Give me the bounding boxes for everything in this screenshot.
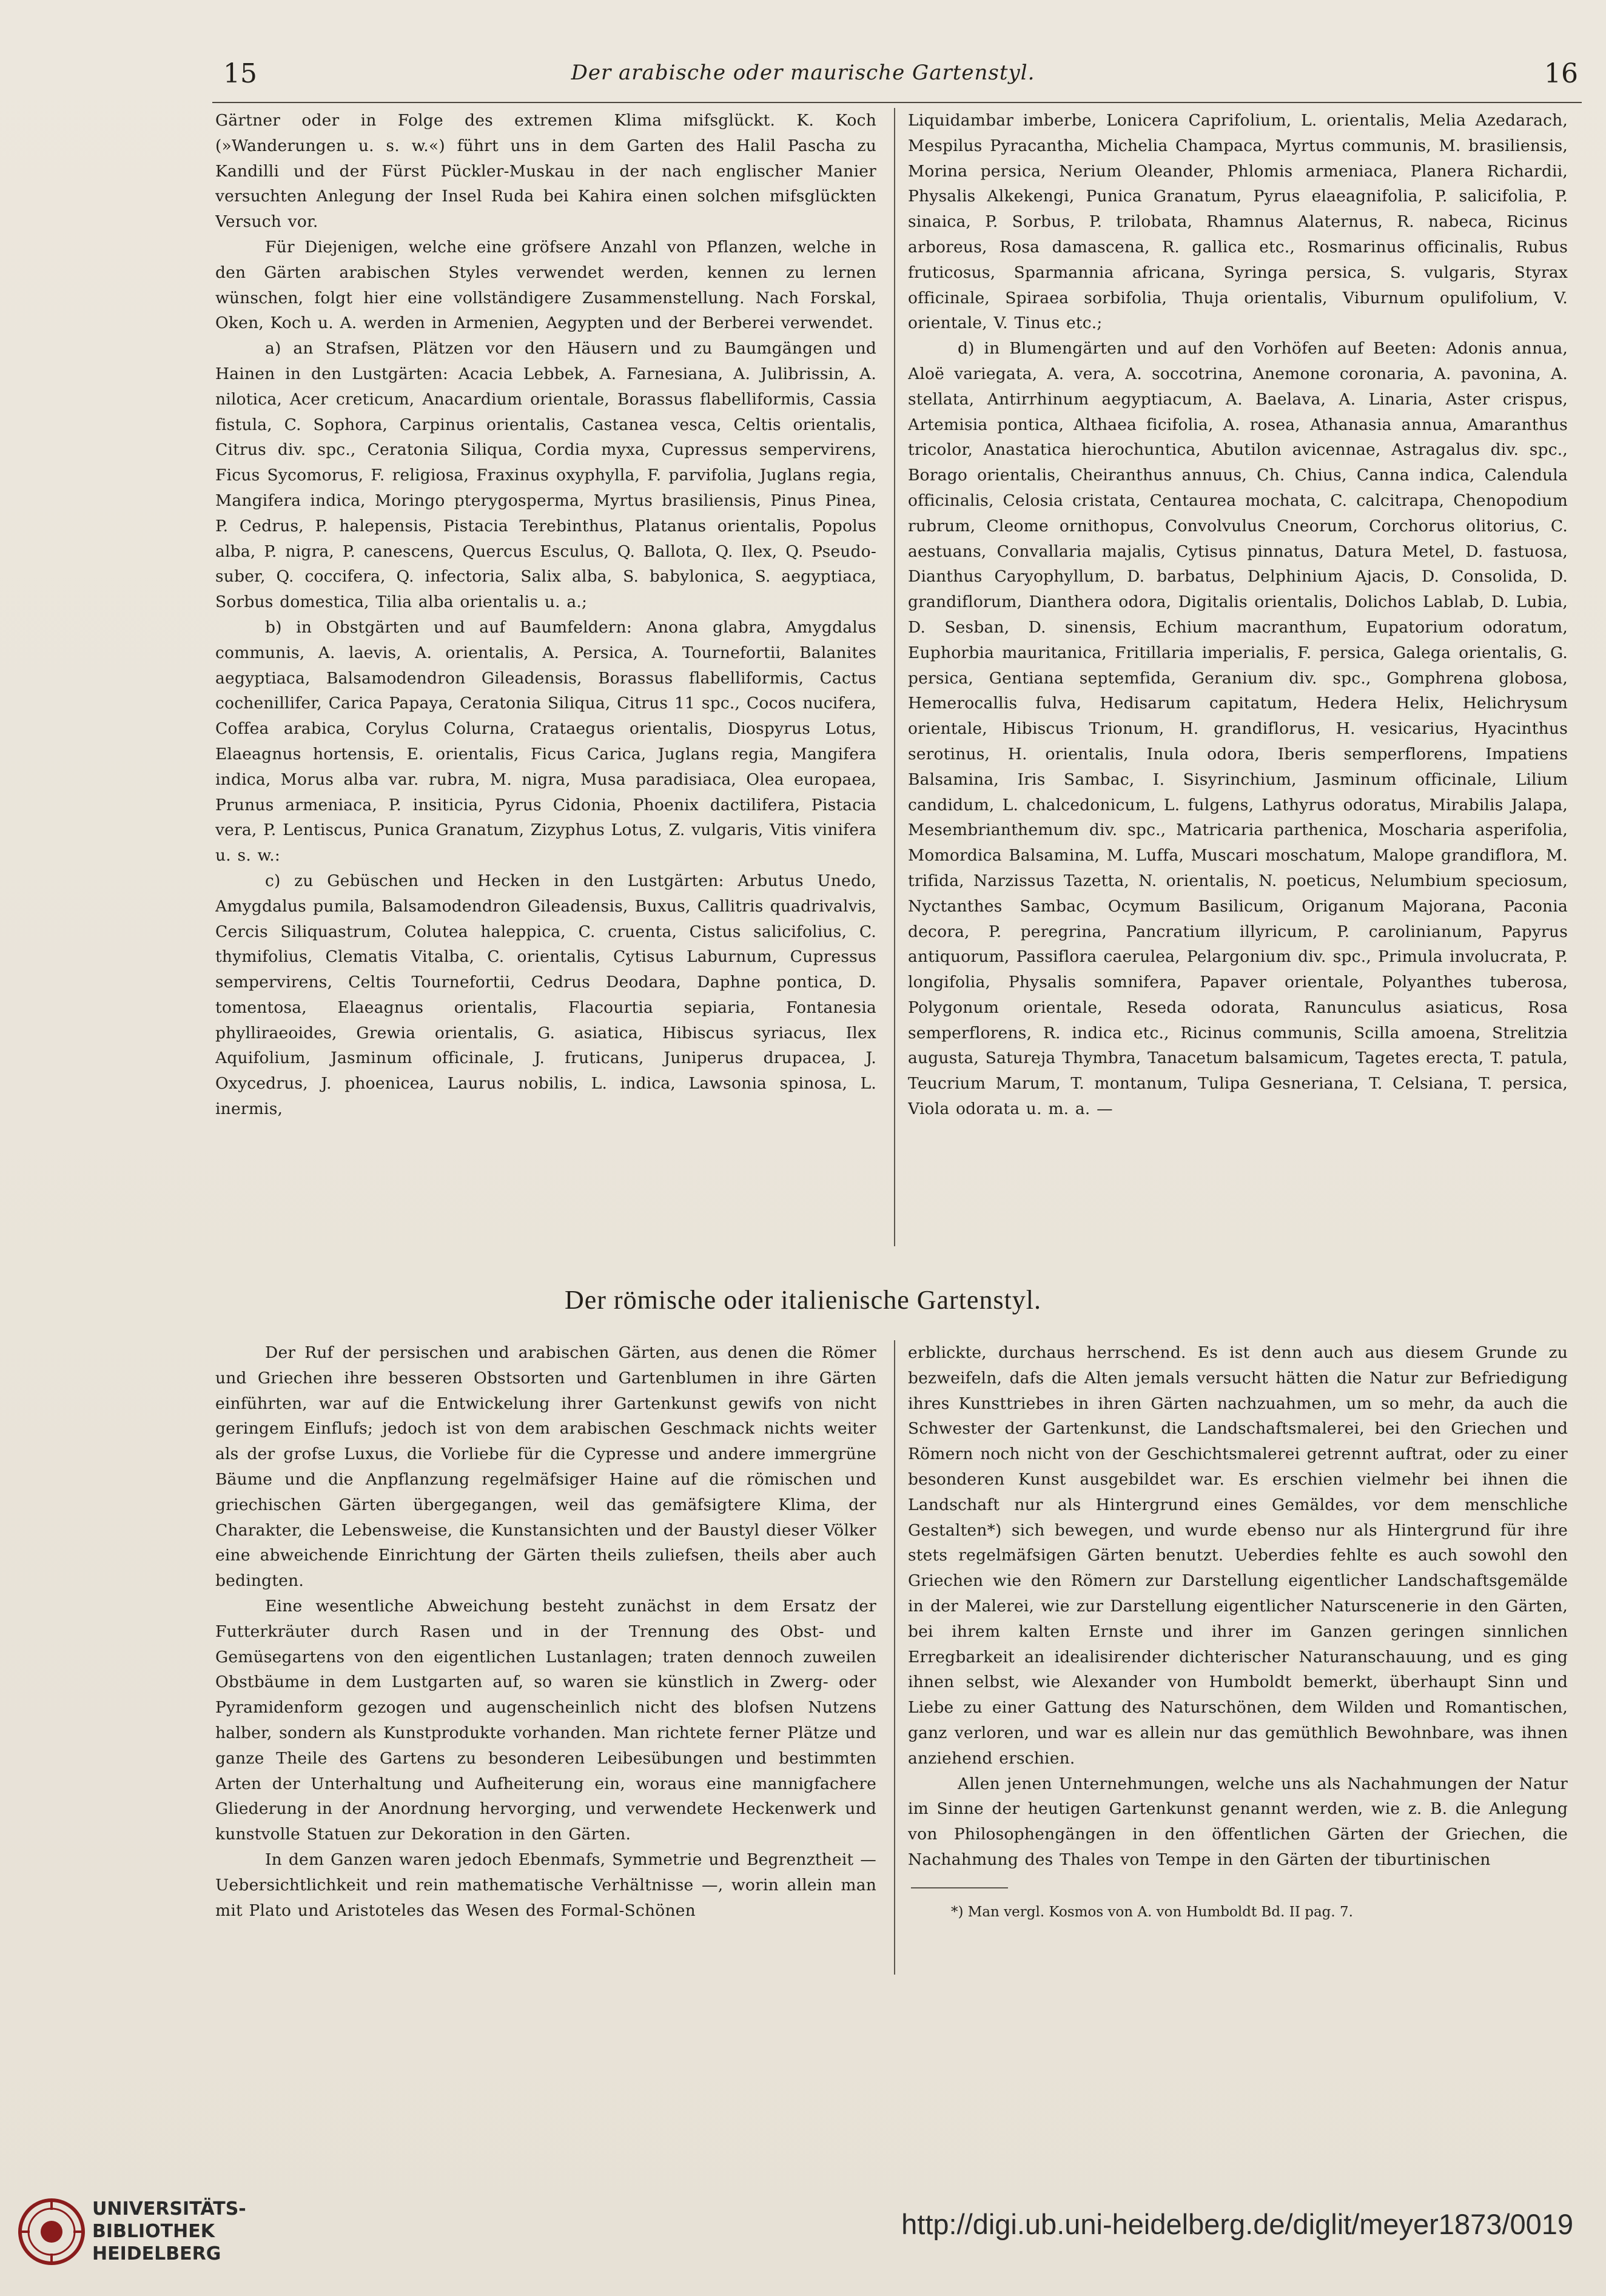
bottom-left-column [215,1340,876,1975]
paragraph: d) in Blumengärten und auf den Vorhöfen auf Beeten: Adonis annua, Aloë variegata, A. vera, A. soccotrina, Anemone coronaria, A. pavonina, A. stellata, Antirrhinum aegyptiacum, A. Baelava, A. Linaria, Aster crispus, Artemisia pontica, Althaea ficifolia, A. rosea, Athanasia annua, Amaranthus tricolor, Anastatica hierochuntica, Abutilon avicennae, Astragalus div. spc., Borago orientalis, Cheiranthus annuus, Ch. Chius, Canna indica, Calendula officinalis, Celosia cristata, Centaurea mochata, C. calcitrapa, Chenopodium rubrum, Cleome ornithopus, Convolvulus Cneorum, Corchorus olitorius, C. aestuans, Convallaria majalis, Cytisus pinnatus, Datura Metel, D. fastuosa, Dianthus Caryophyllum, D. barbatus, Delphinium Ajacis, D. Consolida, D. grandiflorum, Dianthera odora, Digitalis orientalis, Dolichos Lablab, D. Lubia, D. Sesban, D. sinensis, Echium macranthum, Eupatorium odoratum, Euphorbia mauritanica, Fritillaria imperialis, F. persica, Galega orientalis, G. persica, Gentiana septemfida, Geranium div. spc., Gomphrena globosa, Hemerocallis fulva, Hedisarum capitatum, Hedera Helix, Helichrysum orientale, Hibiscus Trionum, H. grandiflorus, H. vesicarius, Hyacinthus serotinus, H. orientalis, Inula odora, Iberis semperflorens, Impatiens Balsamina, Iris Sambac, I. Sisyrinchium, Jasminum officinale, Lilium candidum, L. chalcedonicum, L. fulgens, Lathyrus odoratus, Mirabilis Jalapa, Mesembrianthemum div. spc., Matricaria parthenica, Moscharia asperifolia, Momordica Balsamina, M. Luffa, Muscari moschatum, Malope grandiflora, M. trifida, Narzissus Tazetta, N. orientalis, N. poeticus, Nelumbium speciosum, Nyctanthes Sambac, Ocymum Basilicum, Origanum Majorana, Paconia decora, P. peregrina, Pancratium illyricum, P. carolinianum, Papyrus antiquorum, Passiflora caerulea, Pelargonium div. spc., Primula involucrata, P. longifolia, Physalis somnifera, Papaver orientale, Polyanthes tuberosa, Polygonum orientale, Reseda odorata, Ranunculus asiaticus, Rosa semperflorens, R. indica etc., Ricinus communis, Scilla amoena, Strelitzia augusta, Satureja Thymbra, Tanacetum balsamicum, Tagetes erecta, T. patula, Teucrium Marum, T. montanum, Tulipa Gesneriana, T. Celsiana, T. persica, Viola odorata u. m. a. — [908,339,1568,1119]
library-line: HEIDELBERG [92,2243,221,2264]
paragraph: c) zu Gebüschen und Hecken in den Lustgärten: Arbutus Unedo, Amygdalus pumila, Balsamodendron Gileadensis, Buxus, Callitris quadrivalvis, Cercis Siliquastrum, Colutea haleppica, C. cruenta, Cistus salicifolius, C. thymifolius, Clematis Vitalba, C. orientalis, Cytisus Laburnum, Cupressus sempervirens, Celtis Tournefortii, Cedrus Deodara, Daphne pontica, D. tomentosa, Elaeagnus orientalis, Flacourtia sepiaria, Fontanesia phylliraeoides, Grewia orientalis, G. asiatica, Hibiscus syriacus, Ilex Aquifolium, Jasminum officinale, J. fruticans, Juniperus drupacea, J. Oxycedrus, J. phoenicea, Laurus nobilis, L. indica, Lawsonia spinosa, L. inermis, [215,871,876,1119]
library-name [92,2198,246,2265]
university-seal-icon [17,2197,86,2266]
library-line: BIBLIOTHEK [92,2221,215,2242]
paragraph: Für Diejenigen, welche eine gröfsere Anzahl von Pflanzen, welche in den Gärten arabischen Styles verwendet werden, kennen zu lernen wünschen, folgt hier eine vollständigere Zusammenstellung. Nach Forskal, Oken, Koch u. A. werden in Armenien, Aegypten und der Berberei verwendet. [215,237,876,333]
paragraph: In dem Ganzen waren jedoch Ebenmafs, Symmetrie und Begrenztheit — Uebersichtlichkeit und rein mathematische Verhältnisse —, worin allein man mit Plato und Aristoteles das Wesen des Formal-Schönen [215,1850,876,1920]
paragraph: a) an Strafsen, Plätzen vor den Häusern und zu Baumgängen und Hainen in den Lustgärten: Acacia Lebbek, A. Farnesiana, A. Julibrissin, A. nilotica, Acer creticum, Anacardium orientale, Borassus flabelliformis, Cassia fistula, C. Sophora, Carpinus orientalis, Castanea vesca, Celtis orientalis, Citrus div. spc., Ceratonia Siliqua, Cordia myxa, Cupressus sempervirens, Ficus Sycomorus, F. religiosa, Fraxinus oxyphylla, F. parvifolia, Juglans regia, Mangifera indica, Moringo pterygosperma, Myrtus brasiliensis, Pinus Pinea, P. Cedrus, P. halepensis, Pistacia Terebinthus, Platanus orientalis, Popolus alba, P. nigra, P. canescens, Quercus Esculus, Q. Ballota, Q. Ilex, Q. Pseudo-suber, Q. coccifera, Q. infectoria, Salix alba, S. babylonica, S. aegyptiaca, Sorbus domestica, Tilia alba orientalis u. a.; [215,339,876,612]
running-title: Der arabische oder maurische Gartenstyl. [571,61,1035,85]
page-header [0,58,1606,95]
paragraph: erblickte, durchaus herrschend. Es ist denn auch aus diesem Grunde zu bezweifeln, dafs die Alten jemals versucht hätten die Natur zur Befriedigung ihres Kunsttriebes in ihren Gärten nachzuahmen, um so mehr, da auch die Schwester der Gartenkunst, die Landschaftsmalerei, bei den Griechen und Römern noch nicht von der Geschichtsmalerei getrennt auftrat, oder zu einer besonderen Kunst ausgebildet war. Es erschien vielmehr bei ihnen die Landschaft nur als Hintergrund eines Gemäldes, vor dem menschliche Gestalten*) sich bewegen, und wurde ebenso nur als Hintergrund für ihre stets regelmäfsigen Gärten benutzt. Ueberdies fehlte es auch sowohl den Griechen wie den Römern zur Darstellung eigentlicher Landschaftsgemälde in der Malerei, wie zur Darstellung eigentlicher Naturscenerie in den Gärten, bei ihrem kalten Ernste und ihrer im Ganzen geringen sinnlichen Erregbarkeit an idealisirender dichterischer Naturanschauung, und es ging ihnen selbst, wie Alexander von Humboldt bemerkt, überhaupt Sinn und Liebe zu einer Gattung des Naturschönen, dem Wilden und Romantischen, ganz verloren, und war es allein nur das gemüthlich Bewohnbare, was ihnen anziehend erschien. [908,1343,1568,1768]
top-right-column [908,108,1568,1246]
paragraph: Der Ruf der persischen und arabischen Gärten, aus denen die Römer und Griechen ihre besseren Obstsorten und Gartenblumen in ihre Gärten einführten, war auf die Entwickelung ihrer Gartenkunst gewifs von nicht geringem Einflufs; jedoch ist von dem arabischen Geschmack nichts weiter als der grofse Luxus, die Vorliebe für die Cypresse und andere immergrüne Bäume und die Anpflanzung regelmäfsiger Haine auf die römischen und griechischen Gärten übergegangen, weil das gemäfsigtere Klima, der Charakter, die Lebensweise, die Kunstansichten und der Baustyl dieser Völker eine abweichende Einrichtung der Gärten theils zuliefsen, theils aber auch bedingten. [215,1343,876,1591]
header-rule [212,102,1582,103]
paragraph: Eine wesentliche Abweichung besteht zunächst in dem Ersatz der Futterkräuter durch Rasen und in der Trennung des Obst- und Gemüsegartens von den eigentlichen Lustanlagen; traten dennoch zuweilen Obstbäume in dem Lustgarten auf, so waren sie künstlich in Zwerg- oder Pyramidenform gezogen und augenscheinlich nicht des blofsen Nutzens halber, sondern als Kunstprodukte vorhanden. Man richtete ferner Plätze und ganze Theile des Gartens zu besonderen Leibesübungen und bestimmten Arten der Unterhaltung und Aufheiterung ein, woraus eine mannigfachere Gliederung in der Anordnung hervorging, und verwendete Heckenwerk und kunstvolle Statuen zur Dekoration in den Gärten. [215,1596,876,1844]
paragraph: b) in Obstgärten und auf Baumfeldern: Anona glabra, Amygdalus communis, A. laevis, A. orientalis, A. Persica, A. Tournefortii, Balanites aegyptiaca, Balsamodendron Gileadensis, Borassus flabelliformis, Cactus cochenillifer, Carica Papaya, Ceratonia Siliqua, Citrus 11 spc., Cocos nucifera, Coffea arabica, Corylus Colurna, Crataegus orientalis, Diospyrus Lotus, Elaeagnus hortensis, E. orientalis, Ficus Carica, Juglans regia, Mangifera indica, Morus alba var. rubra, M. nigra, Musa paradisiaca, Olea europaea, Prunus armeniaca, P. insiticia, Pyrus Cidonia, Phoenix dactilifera, Pistacia vera, P. Lentiscus, Punica Granatum, Zizyphus Lotus, Z. vulgaris, Vitis vinifera u. s. w.: [215,617,876,865]
section-title: Der römische oder italienische Gartenstyl. [564,1285,1042,1315]
bottom-right-column [908,1340,1568,1874]
page-number-left: 15 [223,58,257,89]
library-line: UNIVERSITÄTS- [92,2198,246,2220]
paragraph: Allen jenen Unternehmungen, welche uns als Nachahmungen der Natur im Sinne der heutigen Gartenkunst genannt werden, wie z. B. die Anlegung von Philosophengängen in den öffentlichen Gärten der Griechen, die Nachahmung des Thales von Tempe in den Gärten der tiburtinischen [908,1774,1568,1869]
footnote: *) Man vergl. Kosmos von A. von Humboldt Bd. II pag. 7. [951,1904,1353,1920]
source-url-link[interactable]: http://digi.ub.uni-heidelberg.de/diglit/meyer1873/0019 [901,2208,1573,2240]
top-left-column [215,108,876,1246]
column-rule-top [894,108,895,1246]
footnote-rule [911,1887,1008,1888]
column-rule-bottom [894,1340,895,1975]
paragraph: Gärtner oder in Folge des extremen Klima mifsglückt. K. Koch (»Wanderungen u. s. w.«) führt uns in dem Garten des Halil Pascha zu Kandilli und der Fürst Pückler-Muskau in der nach englischer Manier versuchten Anlegung der Insel Ruda bei Kahira einen solchen mifsglückten Versuch vor. [215,111,876,232]
page-number-right: 16 [1544,58,1578,89]
paragraph: Liquidambar imberbe, Lonicera Caprifolium, L. orientalis, Melia Azedarach, Mespilus Pyracantha, Michelia Champaca, Myrtus communis, M. brasiliensis, Morina persica, Nerium Oleander, Phlomis armeniaca, Planera Richardii, Physalis Alkekengi, Punica Granatum, Pyrus elaeagnifolia, P. salicifolia, P. sinaica, P. Sorbus, P. trilobata, Rhamnus Alaternus, R. nabeca, Ricinus arboreus, Rosa damascena, R. gallica etc., Rosmarinus officinalis, Rubus fruticosus, Sparmannia africana, Syringa persica, S. vulgaris, Styrax officinale, Spiraea sorbifolia, Thuja orientalis, Viburnum opulifolium, V. orientale, V. Tinus etc.; [908,111,1568,333]
